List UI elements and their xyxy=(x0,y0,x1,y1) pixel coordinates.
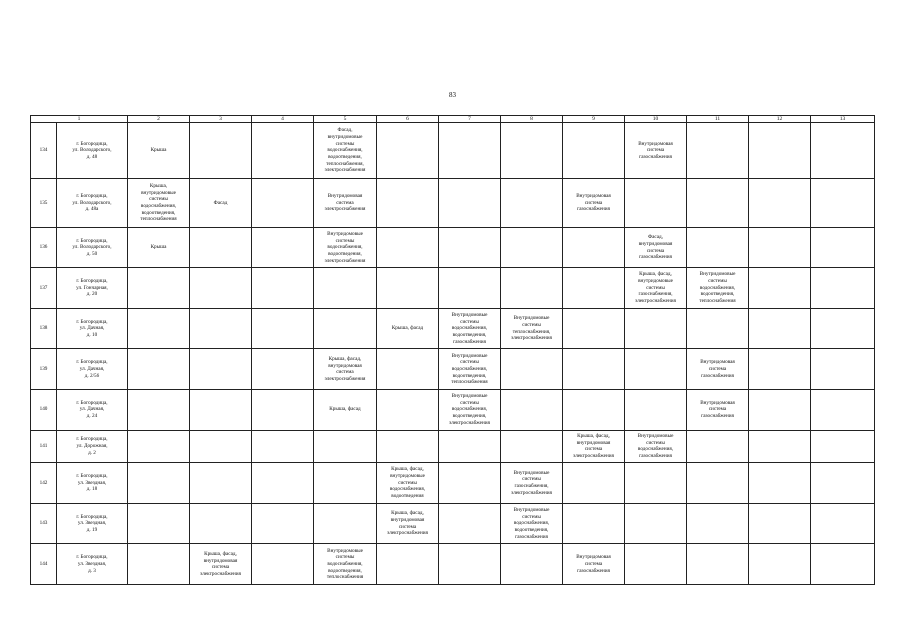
work-cell xyxy=(252,544,314,585)
work-cell xyxy=(501,390,563,431)
work-cell: Крыша xyxy=(128,227,190,268)
column-header: 3 xyxy=(190,116,252,123)
work-cell: Крыша, фасад, внутридомовые системы газоснабжения, электроснабжения xyxy=(625,268,687,309)
address-cell: г. Богородица, ул. Володарского, д. 50 xyxy=(57,227,128,268)
work-cell xyxy=(501,544,563,585)
work-cell xyxy=(749,463,811,504)
work-cell xyxy=(439,463,501,504)
work-cell xyxy=(252,349,314,390)
work-cell xyxy=(501,268,563,309)
work-cell xyxy=(563,503,625,544)
table-row xyxy=(31,123,875,179)
work-cell xyxy=(687,544,749,585)
work-cell xyxy=(811,123,875,179)
work-cell xyxy=(190,308,252,349)
work-cell xyxy=(625,503,687,544)
work-cell xyxy=(439,227,501,268)
row-number: 140 xyxy=(31,390,57,431)
work-cell xyxy=(563,308,625,349)
work-cell: Фасад, внутридомовая система газоснабжения xyxy=(625,227,687,268)
work-cell xyxy=(501,179,563,227)
work-cell xyxy=(439,430,501,463)
row-number: 139 xyxy=(31,349,57,390)
work-cell xyxy=(625,349,687,390)
column-header: 11 xyxy=(687,116,749,123)
address-cell: г. Богородица, ул. Звездная, д. 18 xyxy=(57,463,128,504)
work-cell xyxy=(811,179,875,227)
row-number: 138 xyxy=(31,308,57,349)
column-header-row xyxy=(31,116,875,123)
work-cell xyxy=(377,268,439,309)
work-cell xyxy=(190,227,252,268)
work-cell xyxy=(128,544,190,585)
work-cell xyxy=(501,227,563,268)
table-row xyxy=(31,430,875,463)
work-cell xyxy=(811,390,875,431)
work-cell xyxy=(439,544,501,585)
work-cell xyxy=(749,503,811,544)
work-cell xyxy=(501,430,563,463)
column-header: 8 xyxy=(501,116,563,123)
address-cell: г. Богородица, ул. Дачная, д. 2/56 xyxy=(57,349,128,390)
table-row xyxy=(31,227,875,268)
work-cell: Фасад, внутридомовые системы водоснабжения, водоотведения, теплоснабжения, электроснабжения xyxy=(314,123,377,179)
work-cell xyxy=(377,227,439,268)
address-cell: г. Богородица, ул. Звездная, д. 19 xyxy=(57,503,128,544)
work-cell: Крыша, фасад, внутридомовые системы водоснабжения, водоотведения xyxy=(377,463,439,504)
row-number: 142 xyxy=(31,463,57,504)
work-cell: Фасад xyxy=(190,179,252,227)
table-row xyxy=(31,544,875,585)
work-cell xyxy=(811,463,875,504)
address-cell: г. Богородица, ул. Гончарная, д. 20 xyxy=(57,268,128,309)
work-cell xyxy=(190,123,252,179)
work-cell: Внутридомовые системы водоснабжения, водоотведения, газоснабжения xyxy=(439,308,501,349)
work-cell: Внутридомовая система газоснабжения xyxy=(625,123,687,179)
table-row xyxy=(31,179,875,227)
work-cell xyxy=(563,123,625,179)
work-cell xyxy=(252,179,314,227)
work-cell xyxy=(687,123,749,179)
work-cell xyxy=(190,268,252,309)
column-header: 4 xyxy=(252,116,314,123)
work-cell xyxy=(439,503,501,544)
work-cell: Внутридомовые системы водоснабжения, водоотведения, газоснабжения xyxy=(501,503,563,544)
work-cell xyxy=(252,390,314,431)
work-cell xyxy=(190,349,252,390)
repair-schedule-table xyxy=(30,115,875,585)
row-number: 134 xyxy=(31,123,57,179)
column-header: 1 xyxy=(31,116,128,123)
work-cell: Крыша xyxy=(128,123,190,179)
work-cell xyxy=(501,349,563,390)
work-cell: Внутридомовая система электроснабжения xyxy=(314,179,377,227)
work-cell xyxy=(252,463,314,504)
row-number: 144 xyxy=(31,544,57,585)
work-cell xyxy=(501,123,563,179)
table-row xyxy=(31,503,875,544)
work-cell xyxy=(190,430,252,463)
work-cell xyxy=(625,544,687,585)
work-cell: Внутридомовая система газоснабжения xyxy=(687,390,749,431)
work-cell xyxy=(563,268,625,309)
column-header: 12 xyxy=(749,116,811,123)
work-cell xyxy=(749,268,811,309)
column-header: 6 xyxy=(377,116,439,123)
work-cell xyxy=(749,179,811,227)
work-cell xyxy=(687,430,749,463)
work-cell xyxy=(190,503,252,544)
table-row xyxy=(31,308,875,349)
column-header: 5 xyxy=(314,116,377,123)
column-header: 2 xyxy=(128,116,190,123)
work-cell xyxy=(811,227,875,268)
work-cell xyxy=(252,268,314,309)
row-number: 136 xyxy=(31,227,57,268)
table-row xyxy=(31,268,875,309)
row-number: 135 xyxy=(31,179,57,227)
work-cell xyxy=(749,308,811,349)
work-cell xyxy=(190,463,252,504)
work-cell xyxy=(128,430,190,463)
row-number: 137 xyxy=(31,268,57,309)
column-header: 13 xyxy=(811,116,875,123)
table-row xyxy=(31,390,875,431)
work-cell: Внутридомовые системы газоснабжения, электроснабжения xyxy=(501,463,563,504)
work-cell xyxy=(377,349,439,390)
work-cell xyxy=(377,390,439,431)
address-cell: г. Богородица, ул. Володарского, д. 48а xyxy=(57,179,128,227)
work-cell xyxy=(811,430,875,463)
work-cell: Внутридомовые системы водоснабжения, водоотведения, теплоснабжения xyxy=(314,544,377,585)
work-cell xyxy=(625,179,687,227)
work-cell: Внутридомовые системы водоснабжения, водоотведения, теплоснабжения xyxy=(439,349,501,390)
work-cell xyxy=(128,349,190,390)
work-cell: Крыша, фасад, внутридомовая система электроснабжения xyxy=(563,430,625,463)
work-cell xyxy=(811,544,875,585)
work-cell xyxy=(563,349,625,390)
address-cell: г. Богородица, ул. Дачная, д. 24 xyxy=(57,390,128,431)
page-number: 83 xyxy=(449,91,456,99)
column-header: 10 xyxy=(625,116,687,123)
work-cell: Крыша, фасад xyxy=(314,390,377,431)
work-cell xyxy=(377,430,439,463)
work-cell xyxy=(314,503,377,544)
work-cell xyxy=(625,390,687,431)
work-cell xyxy=(190,390,252,431)
work-cell xyxy=(625,463,687,504)
work-cell: Внутридомовая система газоснабжения xyxy=(563,179,625,227)
work-cell xyxy=(563,390,625,431)
column-header: 9 xyxy=(563,116,625,123)
address-cell: г. Богородица, ул. Дорожная, д. 2 xyxy=(57,430,128,463)
work-cell: Крыша, внутридомовые системы водоснабжения, водоотведения, теплоснабжения xyxy=(128,179,190,227)
work-cell xyxy=(377,544,439,585)
work-cell xyxy=(749,390,811,431)
work-cell xyxy=(439,179,501,227)
work-cell xyxy=(439,268,501,309)
address-cell: г. Богородица, ул. Звездная, д. 3 xyxy=(57,544,128,585)
work-cell xyxy=(439,123,501,179)
work-cell xyxy=(811,503,875,544)
work-cell xyxy=(252,308,314,349)
work-cell xyxy=(252,430,314,463)
work-cell xyxy=(687,503,749,544)
work-cell xyxy=(687,308,749,349)
work-cell xyxy=(625,308,687,349)
work-cell xyxy=(811,268,875,309)
work-cell xyxy=(749,349,811,390)
work-cell: Внутридомовые системы водоснабжения, водоотведения, теплоснабжения xyxy=(687,268,749,309)
work-cell xyxy=(749,227,811,268)
work-cell xyxy=(314,268,377,309)
work-cell: Крыша, фасад, внутридомовая система электроснабжения xyxy=(377,503,439,544)
work-cell: Крыша, фасад, внутридомовая система электроснабжения xyxy=(314,349,377,390)
work-cell xyxy=(252,123,314,179)
work-cell: Внутридомовые системы водоснабжения, водоотведения, электроснабжения xyxy=(439,390,501,431)
row-number: 141 xyxy=(31,430,57,463)
work-cell xyxy=(128,463,190,504)
work-cell xyxy=(749,123,811,179)
work-cell: Внутридомовые системы водоснабжения, водоотведения, электроснабжения xyxy=(314,227,377,268)
work-cell xyxy=(687,179,749,227)
work-cell xyxy=(563,227,625,268)
work-cell: Крыша, фасад, внутридомовая система электроснабжения xyxy=(190,544,252,585)
work-cell: Крыша, фасад xyxy=(377,308,439,349)
work-cell xyxy=(128,308,190,349)
work-cell: Внутридомовые системы водоснабжения, газоснабжения xyxy=(625,430,687,463)
work-cell xyxy=(252,503,314,544)
work-cell xyxy=(314,308,377,349)
work-cell xyxy=(749,430,811,463)
work-cell xyxy=(811,308,875,349)
address-cell: г. Богородица, ул. Володарского, д. 48 xyxy=(57,123,128,179)
work-cell xyxy=(128,268,190,309)
work-cell xyxy=(687,227,749,268)
work-cell xyxy=(252,227,314,268)
work-cell xyxy=(563,463,625,504)
work-cell xyxy=(749,544,811,585)
work-cell xyxy=(314,430,377,463)
table-row xyxy=(31,463,875,504)
work-cell xyxy=(128,503,190,544)
work-cell: Внутридомовая система газоснабжения xyxy=(687,349,749,390)
work-cell: Внутридомовая система газоснабжения xyxy=(563,544,625,585)
work-cell xyxy=(377,179,439,227)
address-cell: г. Богородица, ул. Дачная, д. 10 xyxy=(57,308,128,349)
work-cell xyxy=(314,463,377,504)
work-cell xyxy=(377,123,439,179)
work-cell: Внутридомовые системы теплоснабжения, электроснабжения xyxy=(501,308,563,349)
work-cell xyxy=(811,349,875,390)
row-number: 143 xyxy=(31,503,57,544)
table-row xyxy=(31,349,875,390)
work-cell xyxy=(128,390,190,431)
column-header: 7 xyxy=(439,116,501,123)
work-cell xyxy=(687,463,749,504)
